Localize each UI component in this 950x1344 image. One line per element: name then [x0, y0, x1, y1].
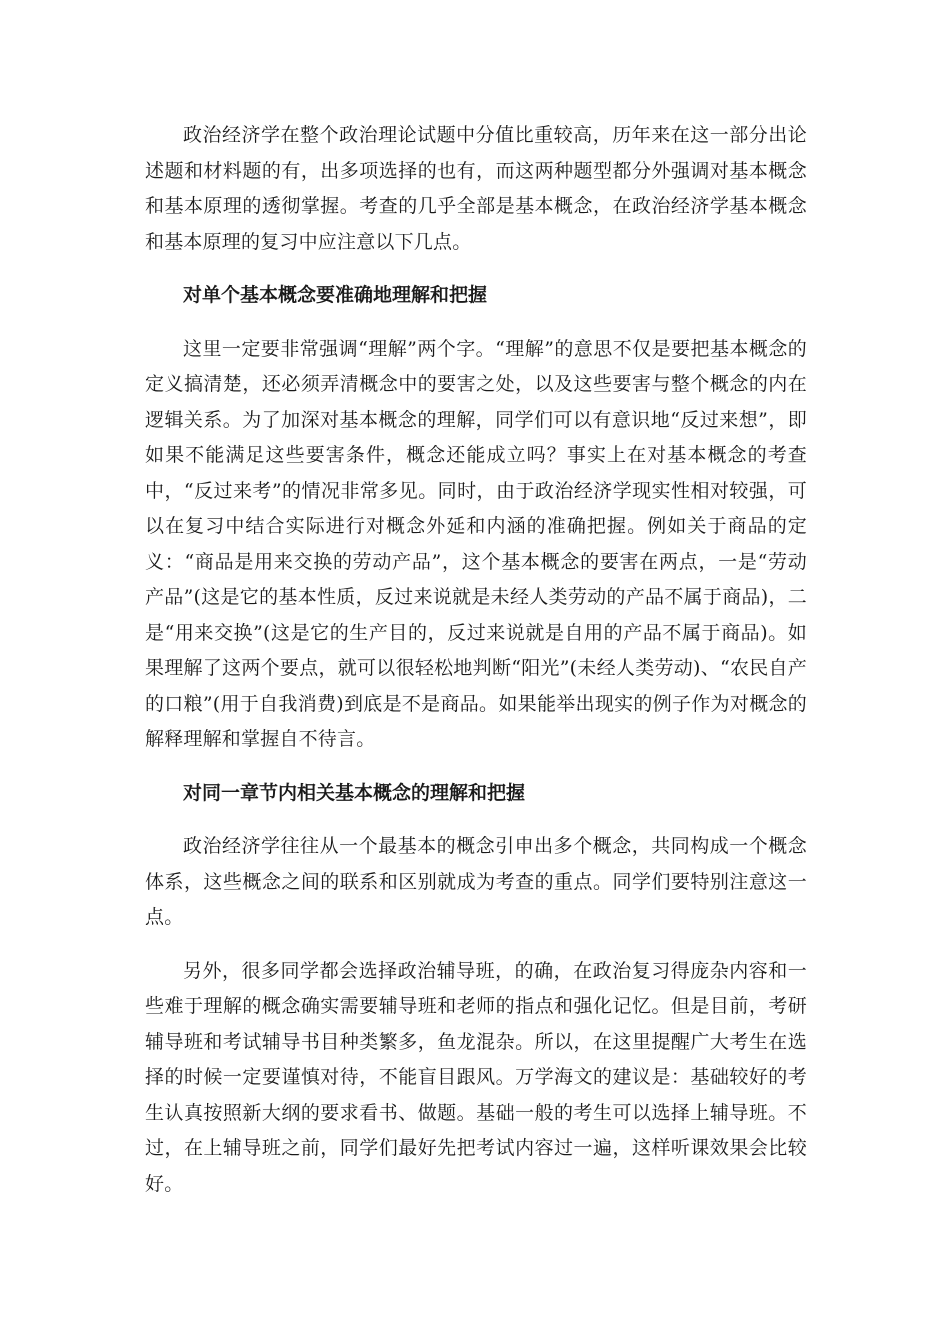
- section-heading-2: 对同一章节内相关基本概念的理解和把握: [183, 781, 526, 804]
- section-heading-1: 对单个基本概念要准确地理解和把握: [183, 284, 488, 306]
- section-2-paragraph: 政治经济学往往从一个最基本的概念引申出多个概念，共同构成一个概念体系，这些概念之间的联系和区别就成为考查的重点。同学们要特别注意这一点。: [145, 835, 807, 928]
- closing-paragraph: 另外，很多同学都会选择政治辅导班，的确，在政治复习得庞杂内容和一些难于理解的概念确实需要辅导班和老师的指点和强化记忆。但是目前，考研辅导班和考试辅导书目种类繁多，鱼龙混杂。所以，在这里提醒广大考生在选择的时候一定要谨慎对待，不能盲目跟风。万学海文的建议是：基础较好的考生认真按照新大纲的要求看书、做题。基础一般的考生可以选择上辅导班。不过，在上辅导班之前，同学们最好先把考试内容过一遍，这样听课效果会比较好。: [145, 959, 807, 1195]
- document-page: [145, 118, 807, 1202]
- intro-paragraph: 政治经济学在整个政治理论试题中分值比重较高，历年来在这一部分出论述题和材料题的有，出多项选择的也有，而这两种题型都分外强调对基本概念和基本原理的透彻掌握。考查的几乎全部是基本概念，在政治经济学基本概念和基本原理的复习中应注意以下几点。: [145, 124, 807, 253]
- section-1-paragraph: 这里一定要非常强调“理解”两个字。“理解”的意思不仅是要把基本概念的定义搞清楚，还必须弄清概念中的要害之处，以及这些要害与整个概念的内在逻辑关系。为了加深对基本概念的理解，同学们可以有意识地“反过来想”，即如果不能满足这些要害条件，概念还能成立吗？事实上在对基本概念的考查中，“反过来考”的情况非常多见。同时，由于政治经济学现实性相对较强，可以在复习中结合实际进行对概念外延和内涵的准确把握。例如关于商品的定义：“商品是用来交换的劳动产品”，这个基本概念的要害在两点，一是“劳动产品”(这是它的基本性质，反过来说就是未经人类劳动的产品不属于商品)，二是“用来交换”(这是它的生产目的，反过来说就是自用的产品不属于商品)。如果理解了这两个要点，就可以很轻松地判断“阳光”(未经人类劳动)、“农民自产的口粮”(用于自我消费)到底是不是商品。如果能举出现实的例子作为对概念的解释理解和掌握自不待言。: [145, 337, 807, 750]
